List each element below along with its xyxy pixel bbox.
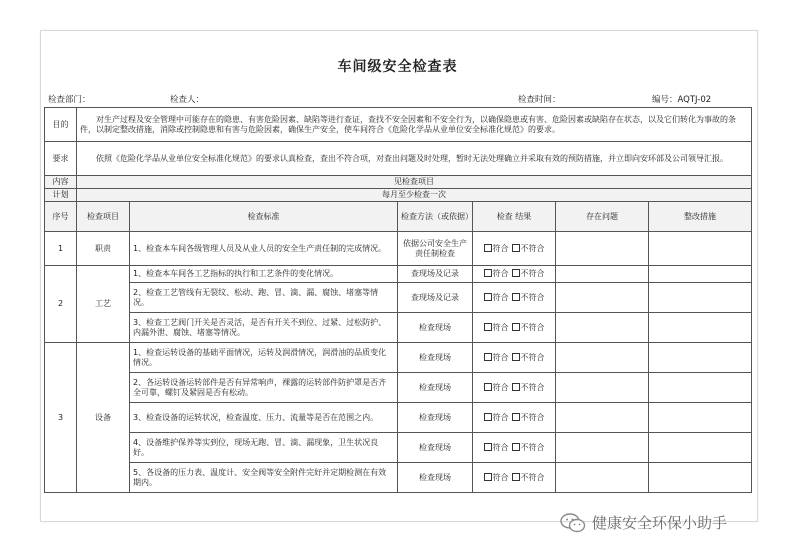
row-method: 检查现场 [398, 313, 473, 343]
col-item: 检查项目 [77, 202, 130, 232]
row-method: 检查现场 [398, 403, 473, 433]
row-fix[interactable] [649, 232, 752, 266]
row-fix[interactable] [649, 283, 752, 313]
row-problem[interactable] [556, 343, 649, 373]
row-no: 2 [45, 266, 77, 343]
checkbox-conform[interactable] [484, 293, 492, 301]
checkbox-conform[interactable] [484, 269, 492, 277]
dept-label: 检查部门： [48, 95, 91, 105]
nonconform-label: 不符合 [520, 442, 545, 452]
checkbox-nonconform[interactable] [512, 293, 520, 301]
row-item: 设备 [77, 343, 130, 493]
checkbox-conform[interactable] [484, 323, 492, 331]
conform-label: 符合 [492, 382, 509, 392]
plan-label: 计划 [45, 189, 77, 202]
checkbox-nonconform[interactable] [512, 323, 520, 331]
watermark-text: 健康安全环保小助手 [592, 514, 728, 532]
row-problem[interactable] [556, 373, 649, 403]
conform-label: 符合 [492, 322, 509, 332]
table-row [45, 232, 752, 266]
table-row [45, 266, 752, 283]
nonconform-label: 不符合 [520, 472, 545, 482]
row-method: 查现场及记录 [398, 283, 473, 313]
time-label: 检查时间： [518, 95, 561, 105]
col-standard: 检查标准 [130, 202, 398, 232]
row-standard: 2、检查工艺管线有无裂纹、松动、跑、冒、滴、漏、腐蚀、堵塞等情况。 [130, 283, 398, 313]
purpose-label: 目的 [45, 108, 77, 142]
row-method: 查现场及记录 [398, 266, 473, 283]
checkbox-nonconform[interactable] [512, 269, 520, 277]
row-standard: 1、检查本车间各工艺指标的执行和工艺条件的变化情况。 [130, 266, 398, 283]
row-standard: 3、检查工艺阀门开关是否灵活，是否有开关不到位、过紧、过松防护、内漏外泄、腐蚀、堵塞等情况。 [130, 313, 398, 343]
table-row [45, 463, 752, 493]
checkbox-conform[interactable] [484, 413, 492, 421]
row-fix[interactable] [649, 373, 752, 403]
conform-label: 符合 [492, 412, 509, 422]
row-result [473, 433, 556, 463]
row-problem[interactable] [556, 433, 649, 463]
nonconform-label: 不符合 [520, 352, 545, 362]
col-method: 检查方法（或依据） [398, 202, 473, 232]
checkbox-nonconform[interactable] [512, 244, 520, 252]
checkbox-conform[interactable] [484, 443, 492, 451]
row-standard: 4、设备维护保养等实到位，现场无跑、冒、滴、漏现象，卫生状况良好。 [130, 433, 398, 463]
checkbox-conform[interactable] [484, 353, 492, 361]
nonconform-label: 不符合 [520, 243, 545, 253]
checkbox-nonconform[interactable] [512, 413, 520, 421]
nonconform-label: 不符合 [520, 382, 545, 392]
nonconform-label: 不符合 [520, 322, 545, 332]
content-label: 内容 [45, 176, 77, 189]
row-result [473, 232, 556, 266]
requirement-text: 依照《危险化学品从业单位安全标准化规范》的要求认真检查，查出不符合项，对查出问题及时处理，暂时无法处理确立并采取有效的预防措施，并立即向安环部及公司领导汇报。 [77, 142, 752, 176]
row-result [473, 373, 556, 403]
col-no: 序号 [45, 202, 77, 232]
row-item: 职责 [77, 232, 130, 266]
row-problem[interactable] [556, 266, 649, 283]
row-problem[interactable] [556, 403, 649, 433]
row-result [473, 283, 556, 313]
watermark [560, 512, 727, 533]
row-fix[interactable] [649, 403, 752, 433]
table-row [45, 403, 752, 433]
plan-value: 每月至少检查一次 [77, 189, 752, 202]
page-title: 车间级安全检查表 [337, 59, 458, 75]
conform-label: 符合 [492, 292, 509, 302]
row-problem[interactable] [556, 313, 649, 343]
table-row [45, 373, 752, 403]
row-fix[interactable] [649, 266, 752, 283]
row-problem[interactable] [556, 463, 649, 493]
row-no: 1 [45, 232, 77, 266]
row-standard: 1、检查本车间各级管理人员及从业人员的安全生产责任制的完成情况。 [130, 232, 398, 266]
row-fix[interactable] [649, 463, 752, 493]
row-method: 检查现场 [398, 343, 473, 373]
inspection-table [44, 107, 752, 493]
checkbox-nonconform[interactable] [512, 443, 520, 451]
row-fix[interactable] [649, 343, 752, 373]
code-label: 编号：AQTJ-02 [652, 95, 712, 105]
row-standard: 2、各运转设备运转部件是否有异常响声，裸露的运转部件防护罩是否齐全可靠，螺钉及紧固是否有松动。 [130, 373, 398, 403]
nonconform-label: 不符合 [520, 292, 545, 302]
wechat-icon [560, 513, 586, 533]
row-method: 依据公司安全生产责任制检查 [398, 232, 473, 266]
col-problem: 存在问题 [556, 202, 649, 232]
table-row [45, 433, 752, 463]
row-method: 检查现场 [398, 373, 473, 403]
purpose-text: 对生产过程及安全管理中可能存在的隐患、有害危险因素、缺陷等进行查证，查找不安全因素和不安全行为，以确保隐患或有害、危险因素或缺陷存在状态，以及它们转化为事故的条件，以制定整改措施，消除或控制隐患和有害与危险因素，确保生产安全，使车间符合《危险化学品从业单位安全标准化规范》的要求。 [77, 108, 752, 142]
requirement-label: 要求 [45, 142, 77, 176]
checkbox-conform[interactable] [484, 244, 492, 252]
row-method: 检查现场 [398, 433, 473, 463]
conform-label: 符合 [492, 472, 509, 482]
col-result: 检查 结果 [473, 202, 556, 232]
row-result [473, 403, 556, 433]
conform-label: 符合 [492, 442, 509, 452]
checkbox-nonconform[interactable] [512, 383, 520, 391]
conform-label: 符合 [492, 243, 509, 253]
row-standard: 1、检查运转设备的基础平面情况，运转及润滑情况，润滑油的品质变化情况。 [130, 343, 398, 373]
row-problem[interactable] [556, 283, 649, 313]
checkbox-nonconform[interactable] [512, 353, 520, 361]
row-no: 3 [45, 343, 77, 493]
table-row [45, 283, 752, 313]
content-value: 见检查项目 [77, 176, 752, 189]
row-problem[interactable] [556, 232, 649, 266]
row-fix[interactable] [649, 313, 752, 343]
table-row [45, 343, 752, 373]
row-fix[interactable] [649, 433, 752, 463]
table-row [45, 313, 752, 343]
checkbox-nonconform[interactable] [512, 473, 520, 481]
row-method: 检查现场 [398, 463, 473, 493]
checkbox-conform[interactable] [484, 383, 492, 391]
row-result [473, 343, 556, 373]
row-result [473, 266, 556, 283]
inspector-label: 检查人： [170, 95, 205, 105]
col-fix: 整改措施 [649, 202, 752, 232]
nonconform-label: 不符合 [520, 269, 545, 278]
row-standard: 3、检查设备的运转状况，检查温度、压力、流量等是否在范围之内。 [130, 403, 398, 433]
checkbox-conform[interactable] [484, 473, 492, 481]
row-result [473, 463, 556, 493]
conform-label: 符合 [492, 352, 509, 362]
conform-label: 符合 [492, 269, 509, 278]
nonconform-label: 不符合 [520, 412, 545, 422]
row-result [473, 313, 556, 343]
row-item: 工艺 [77, 266, 130, 343]
row-standard: 5、各设备的压力表、温度计、安全阀等安全附件完好并定期检测在有效期内。 [130, 463, 398, 493]
